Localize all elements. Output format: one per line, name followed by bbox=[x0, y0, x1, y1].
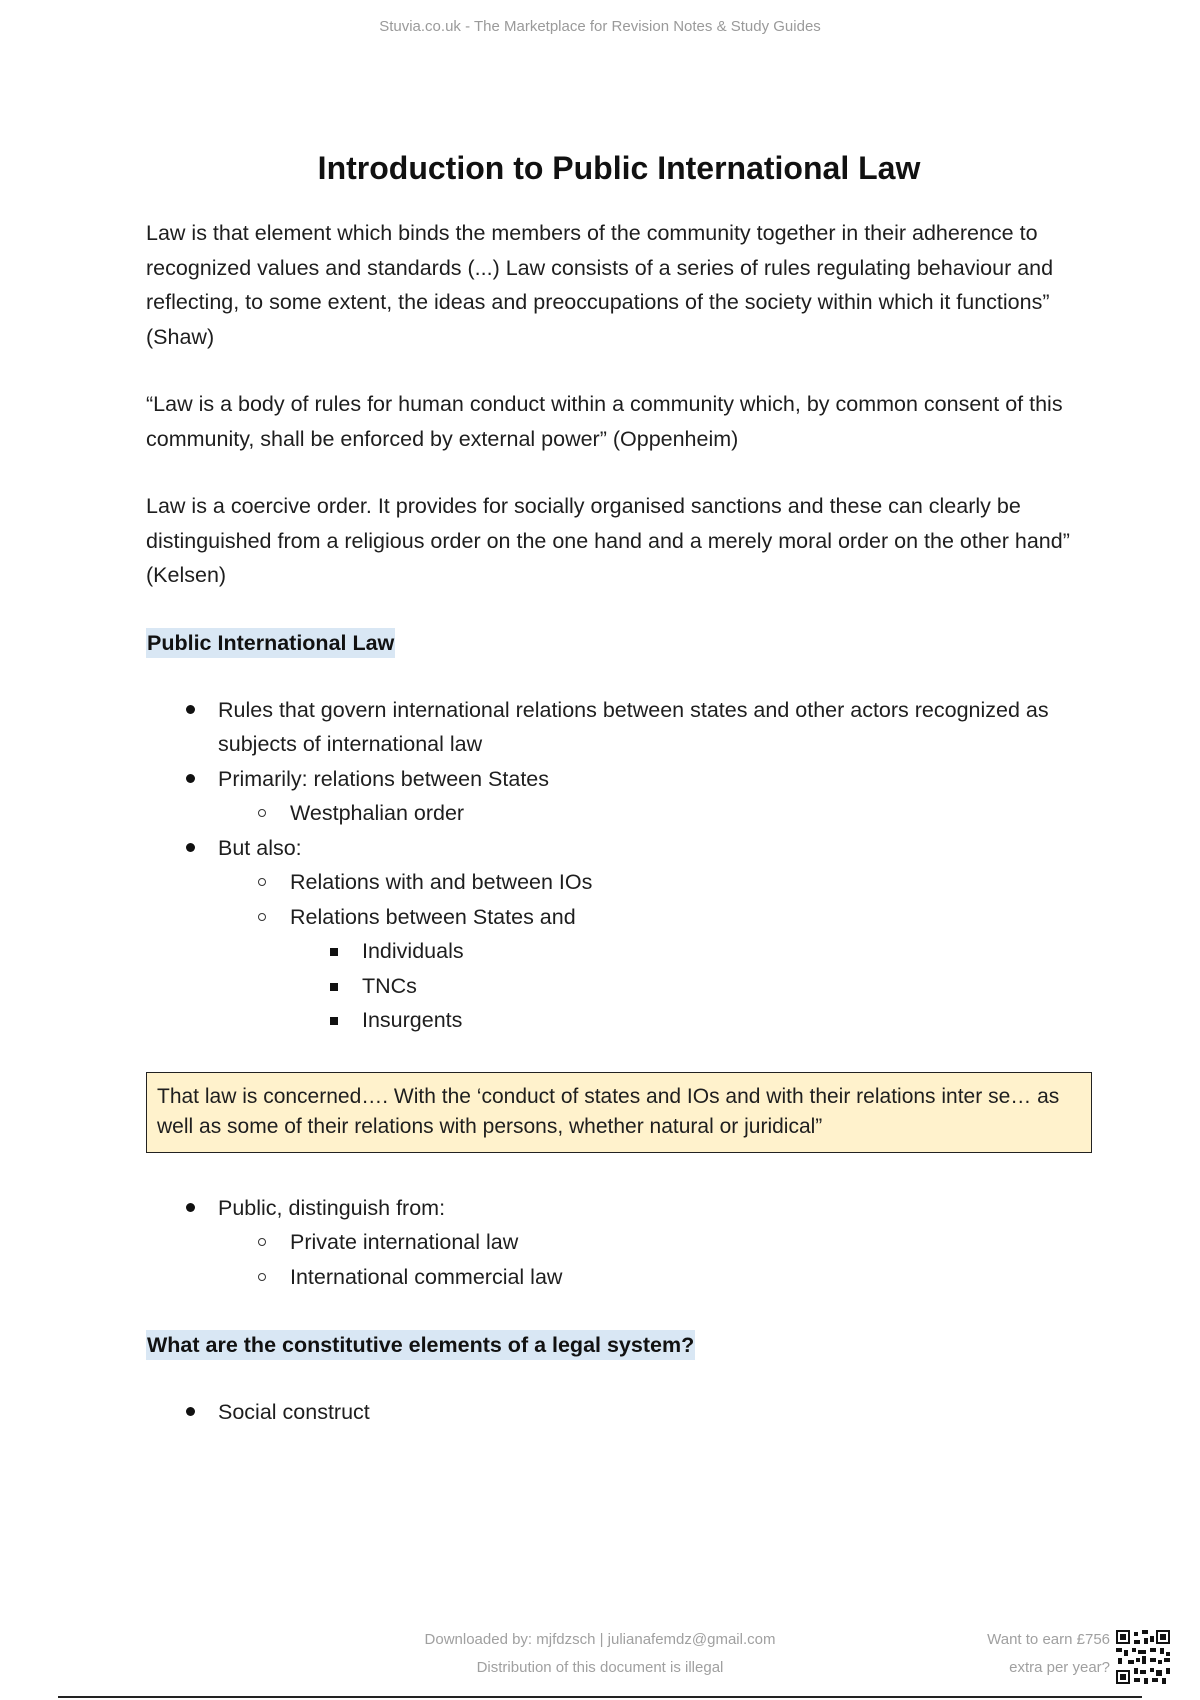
list-item-text: Social construct bbox=[218, 1400, 370, 1424]
bullet-circle-icon bbox=[258, 1238, 266, 1246]
distribution-notice: Distribution of this document is illegal bbox=[476, 1659, 724, 1676]
bullet-disc-icon bbox=[186, 705, 195, 714]
list-item bbox=[218, 1260, 1092, 1295]
bullet-square-icon bbox=[330, 1017, 338, 1025]
section-heading-public-international-law bbox=[146, 626, 1092, 660]
list-item bbox=[146, 1395, 1092, 1430]
list-item-text: Individuals bbox=[362, 939, 464, 963]
pil-bullet-list bbox=[146, 693, 1092, 1038]
bullet-square-icon bbox=[330, 948, 338, 956]
bullet-disc-icon bbox=[186, 774, 195, 783]
site-header-notice: Stuvia.co.uk - The Marketplace for Revision Notes & Study Guides bbox=[379, 18, 821, 35]
list-item-text: Westphalian order bbox=[290, 801, 465, 825]
bullet-disc-icon bbox=[186, 1407, 195, 1416]
sub-list bbox=[218, 865, 1092, 1038]
downloaded-by-text: Downloaded by: mjfdzsch | julianafemdz@gmail.com bbox=[424, 1631, 776, 1648]
list-item-text: Relations between States and bbox=[290, 904, 576, 929]
earn-promo-line1: Want to earn £756 bbox=[987, 1631, 1110, 1648]
list-item-text: TNCs bbox=[362, 973, 417, 998]
list-item-text: Relations with and between IOs bbox=[290, 870, 593, 894]
list-item bbox=[290, 934, 1092, 969]
list-item bbox=[290, 969, 1092, 1004]
list-item bbox=[218, 865, 1092, 900]
list-item bbox=[146, 831, 1092, 1038]
public-distinction-list bbox=[146, 1191, 1092, 1295]
section-heading-text: What are the constitutive elements of a legal system? bbox=[146, 1330, 695, 1360]
bullet-disc-icon bbox=[186, 1203, 195, 1212]
list-item bbox=[146, 762, 1092, 831]
qr-code-icon[interactable] bbox=[1116, 1630, 1170, 1684]
paragraph-kelsen: Law is a coercive order. It provides for socially organised sanctions and these can clearly be distinguished from a religious order on the one hand and a merely moral order on the other hand” (Kelsen) bbox=[146, 494, 1070, 587]
list-item bbox=[218, 1225, 1092, 1260]
list-item bbox=[218, 796, 1092, 831]
section-heading-text: Public International Law bbox=[146, 628, 395, 658]
legal-system-bullet-list bbox=[146, 1395, 1092, 1430]
sub-list bbox=[218, 1225, 1092, 1294]
sub-sub-list bbox=[290, 934, 1092, 1038]
earn-promo-link[interactable] bbox=[960, 1626, 1110, 1682]
paragraph-shaw: Law is that element which binds the members of the community together in their adherence to recognized values and standards (...) Law consists of a series of rules regulating behaviour and reflecting, to some extent, the ideas and preoccupations of the society within which it functions” (Shaw) bbox=[146, 221, 1054, 349]
bullet-disc-icon bbox=[186, 843, 195, 852]
document-body bbox=[146, 146, 1092, 1430]
sub-list bbox=[218, 796, 1092, 831]
list-item-text: Primarily: relations between States bbox=[218, 766, 550, 791]
bullet-circle-icon bbox=[258, 913, 266, 921]
earn-promo-line2: extra per year? bbox=[1009, 1659, 1110, 1676]
list-item-text: But also: bbox=[218, 835, 302, 860]
bullet-circle-icon bbox=[258, 878, 266, 886]
document-title: Introduction to Public International Law bbox=[317, 150, 921, 186]
list-item bbox=[290, 1003, 1092, 1038]
list-item-text: Insurgents bbox=[362, 1008, 463, 1032]
list-item-text: Rules that govern international relations between states and other actors recognized as subjects of international law bbox=[218, 697, 1049, 756]
list-item bbox=[146, 693, 1092, 762]
footer-divider bbox=[58, 1696, 1142, 1698]
highlighted-quote-box: That law is concerned…. With the ‘conduct of states and IOs and with their relations inter se… as well as some of their relations with persons, whether natural or juridical” bbox=[146, 1072, 1092, 1153]
bullet-circle-icon bbox=[258, 1273, 266, 1281]
bullet-square-icon bbox=[330, 983, 338, 991]
list-item bbox=[218, 900, 1092, 1038]
list-item-text: Public, distinguish from: bbox=[218, 1195, 446, 1220]
bullet-circle-icon bbox=[258, 809, 266, 817]
section-heading-legal-system-elements bbox=[146, 1328, 1092, 1362]
footer-download-info bbox=[350, 1626, 850, 1682]
list-item-text: International commercial law bbox=[290, 1264, 563, 1289]
list-item bbox=[146, 1191, 1092, 1295]
list-item-text: Private international law bbox=[290, 1230, 519, 1254]
paragraph-oppenheim: “Law is a body of rules for human conduct within a community which, by common consent of this community, shall be enforced by external power” (Oppenheim) bbox=[146, 392, 1063, 451]
